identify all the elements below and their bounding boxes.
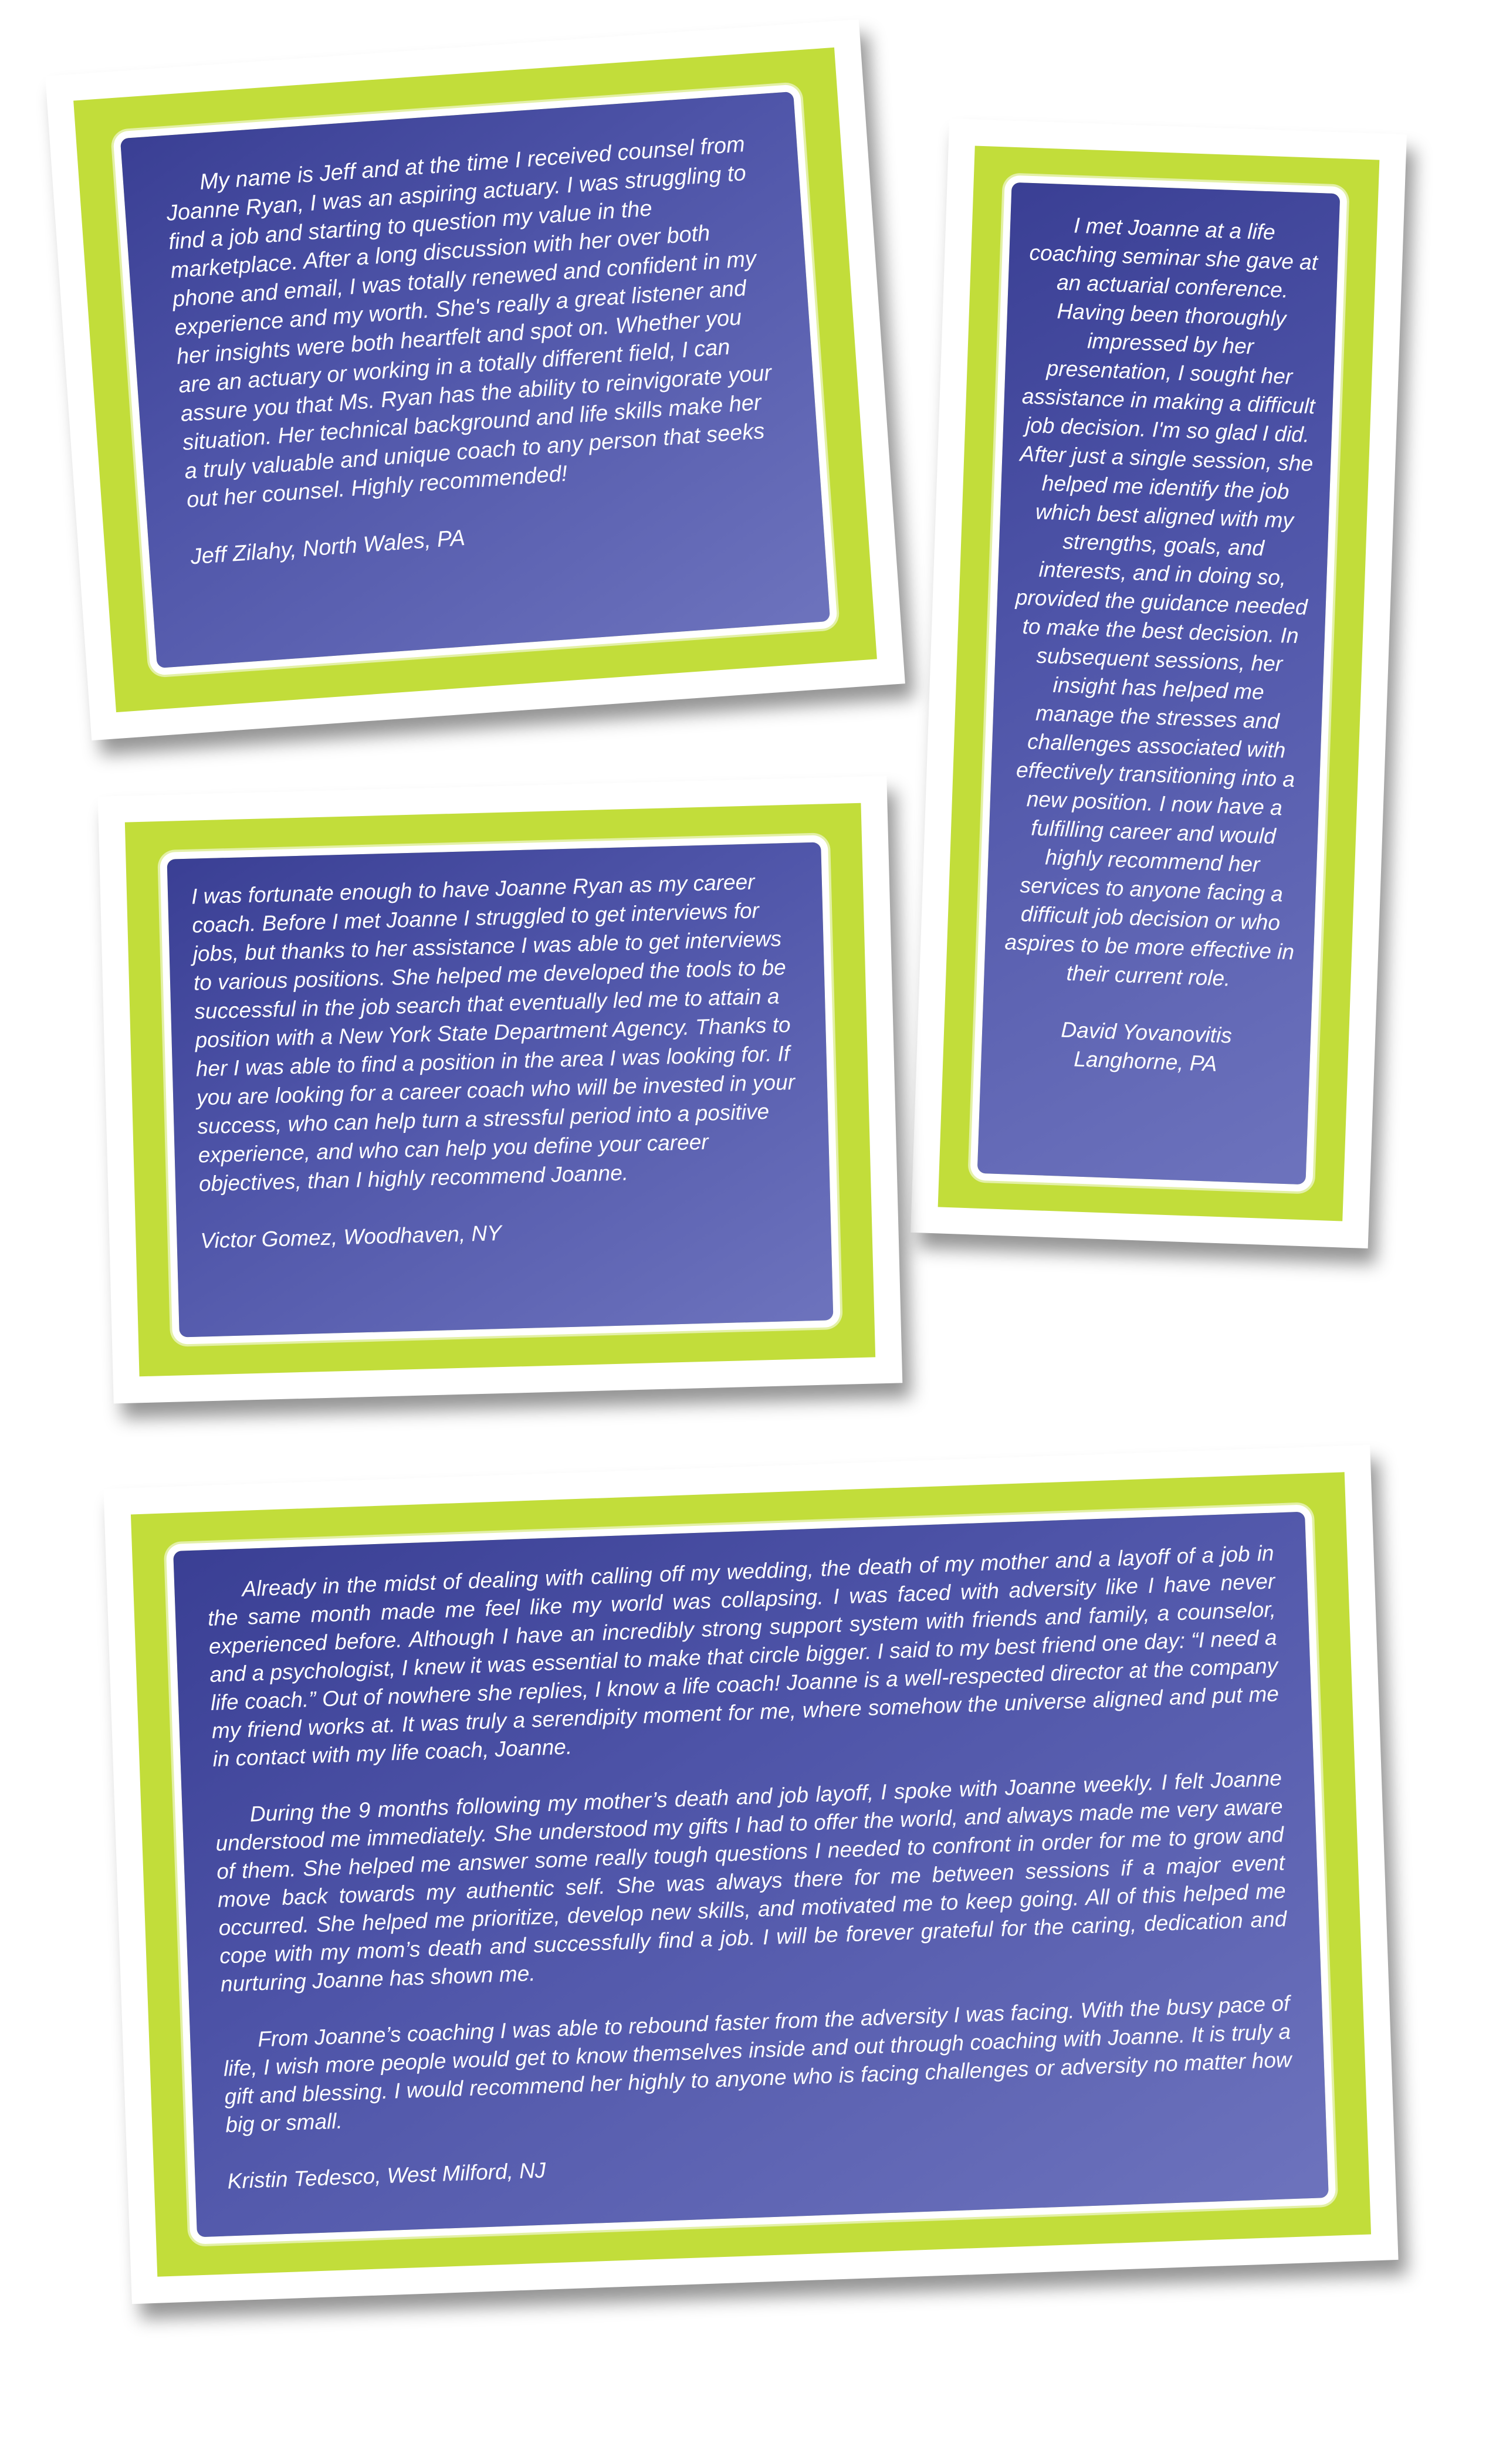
testimonial-author: Victor Gomez, Woodhaven, NY <box>200 1221 502 1253</box>
testimonial-author: Jeff Zilahy, North Wales, PA <box>189 525 466 570</box>
testimonial-author-name: David Yovanovitis <box>1060 1017 1233 1048</box>
testimonial-card-david <box>911 119 1407 1248</box>
testimonial-paragraph: From Joanne’s coaching I was able to rebound faster from the adversity I was facing. With the busy pace of life, I wish more people would get to know themselves inside and out through coaching with Joanne. It is truly a gift and blessing. I would recommend her highly to anyone who is facing challenges or adversity no matter how big or small. <box>223 1991 1292 2137</box>
testimonial-paragraph: During the 9 months following my mother’s death and job layoff, I spoke with Joanne weekly. I felt Joanne understood me immediately. She understood my gifts I had to offer the world, and always made me very aware of them. She helped me answer some really tough questions I needed to confront in order for me to grow and move back towards my authentic self. She was always there for me between sessions if a major event occurred. She helped me prioritize, develop new skills, and motivated me to keep going. All of this helped me cope with my mom’s death and successfully find a job. I will be forever grateful for the caring, dedication and nurturing Joanne has shown me. <box>215 1766 1287 1996</box>
testimonial-panel <box>120 92 830 668</box>
testimonial-card-kristin <box>103 1445 1398 2304</box>
testimonial-paragraph: Already in the midst of dealing with calling off my wedding, the death of my mother and a layoff of a job in the same month made me feel like my world was collapsing. I was faced with adversity like I have never experienced before. Although I have an incredibly strong support system with friends and family, a counselor, and a psychologist, I knew it was essential to make that circle bigger. I said to my best friend one day: “I need a life coach.” Out of nowhere she replies, I know a life coach! Joanne is a well-respected director at the company my friend works at. It was truly a serendipity moment for me, where somehow the universe aligned and put me in contact with my life coach, Joanne. <box>207 1541 1280 1771</box>
testimonial-author-location: Langhorne, PA <box>1073 1047 1218 1076</box>
testimonial-card-jeff <box>45 19 905 740</box>
testimonial-text: My name is Jeff and at the time I received counsel from Joanne Ryan, I was an aspiring actuary. I was struggling to find a job and starting to question my value in the marketplace. After a long discussion with her over both phone and email, I was totally renewed and confident in my experience and my worth. She's really a great listener and her insights were both heartfelt and spot on. Whether you are an actuary or working in a totally different field, I can assure you that Ms. Ryan has the ability to reinvigorate your situation. Her technical background and life skills make her a truly valuable and unique coach to any person that seeks out her counsel. Highly recommended! <box>165 132 773 513</box>
testimonial-text: I met Joanne at a life coaching seminar she gave at an actuarial conference. Having been thoroughly impressed by her presentation, I sought her assistance in making a difficult job decision. I'm so glad I did. After just a single session, she helped me identify the job which best aligned with my strengths, goals, and interests, and in doing so, provided the guidance needed to make the best decision. In subsequent sessions, her insight has helped me manage the stresses and challenges associated with effectively transitioning into a new position. I now have a fulfilling career and would highly recommend her services to anyone facing a difficult job decision or who aspires to be more effective in their current role. <box>1004 213 1318 991</box>
testimonial-panel <box>173 1512 1329 2238</box>
testimonial-panel <box>977 182 1341 1185</box>
testimonial-text: I was fortunate enough to have Joanne Ryan as my career coach. Before I met Joanne I struggled to get interviews for jobs, but thanks to her assistance I was able to get interviews to various positions. She helped me developed the tools to be successful in the job search that eventually led me to attain a position with a New York State Department Agency. Thanks to her I was able to find a position in the area I was looking for. If you are looking for a career coach who will be invested in your success, who can help turn a stressful period into a positive experience, and who can help you define your career objectives, than I highly recommend Joanne. <box>191 869 796 1196</box>
testimonial-panel <box>167 842 834 1338</box>
testimonial-author: Kristin Tedesco, West Milford, NJ <box>226 2158 546 2194</box>
testimonial-card-victor <box>98 776 903 1404</box>
